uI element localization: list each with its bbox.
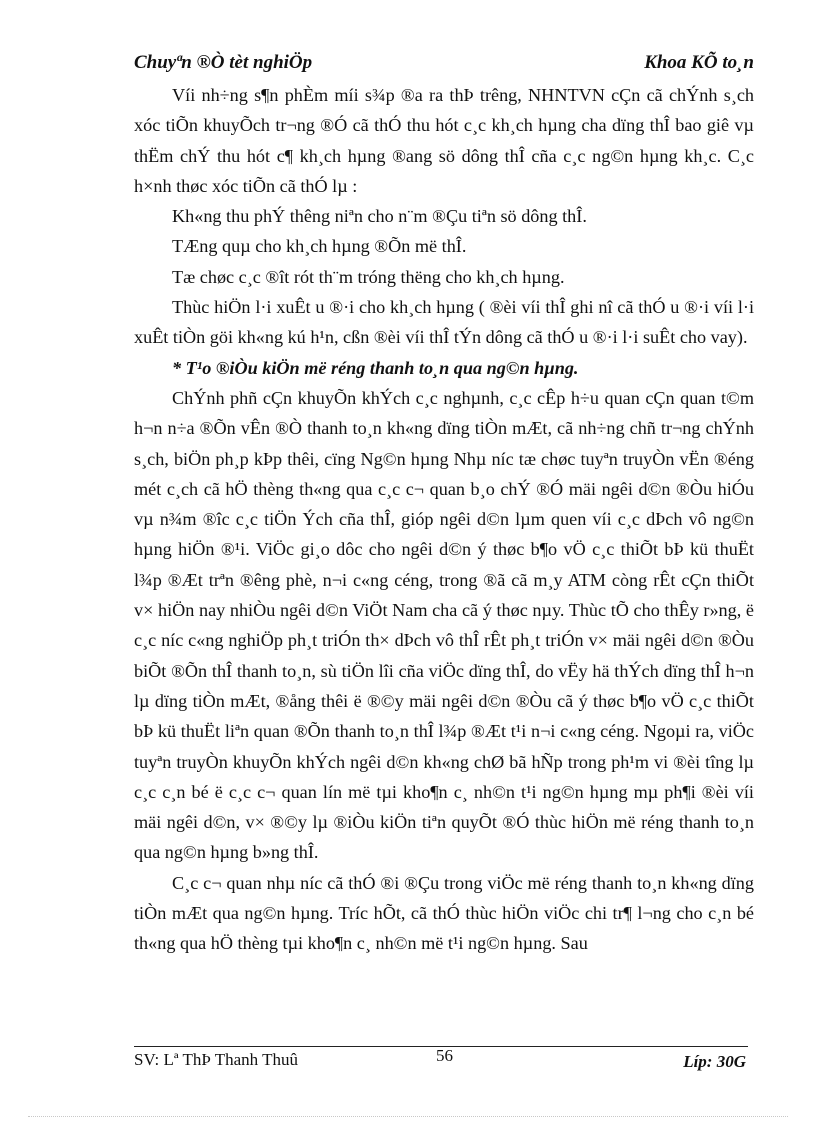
paragraph-agencies: C¸c c¬ quan nhµ níc cã thÓ ®i ®Çu trong viÖc më réng thanh to¸n kh«ng dïng tiÒn mÆt qua ng©n hµng. Tríc hÕt, cã thÓ thùc hiÖn viÖc chi tr¶ l¬ng cho c¸n bé th«ng qua hÖ thèng tµi kho¶n c¸ nh©n më t¹i ng©n hµng. Sau bbox=[134, 872, 754, 954]
page-header bbox=[134, 52, 754, 80]
footer-author: SV: Lª ThÞ Thanh Thuû bbox=[134, 1050, 298, 1069]
footer-class: Líp: 30G bbox=[683, 1052, 746, 1071]
page-edge-dots bbox=[28, 1116, 788, 1117]
page-body bbox=[134, 80, 754, 959]
list-item-annual-fee: Kh«ng thu phÝ thêng niªn cho n¨m ®Çu tiªn sö dông thÎ. bbox=[172, 206, 587, 227]
list-item-interest: Thùc hiÖn l·i xuÊt u ®·i cho kh¸ch hµng ( ®èi víi thÎ ghi nî cã thÓ u ®·i víi l·i xuÊt tiÒn göi kh«ng kú h¹n, cßn ®èi víi thÎ tÝn dông cã thÓ u ®·i l·i suÊt cho vay). bbox=[134, 297, 754, 348]
list-item-gift: TÆng quµ cho kh¸ch hµng ®Õn më thÎ. bbox=[172, 236, 467, 257]
paragraph-government: ChÝnh phñ cÇn khuyÕn khÝch c¸c nghµnh, c¸c cÊp h÷u quan cÇn quan t©m h¬n n÷a ®Õn vÊn ®Ò thanh to¸n kh«ng dïng tiÒn mÆt, cã nh÷ng chñ tr¬ng chÝnh s¸ch, biÖn ph¸p kÞp thêi, cïng Ng©n hµng Nhµ níc tæ chøc tuyªn truyÒn vËn ®éng mét c¸ch cã hÖ thèng th«ng qua c¸c c¬ quan b¸o chÝ ®Ó mäi ngêi d©n ®Òu hiÓu vµ n¾m ®îc c¸c tiÖn Ých cña thÎ, gióp ngêi d©n lµm quen víi c¸c dÞch vô ng©n hµng hiÖn ®¹i. ViÖc gi¸o dôc cho ngêi d©n ý thøc b¶o vÖ c¸c thiÕt bÞ kü thuËt l¾p ®Æt trªn ®êng phè, n¬i c«ng céng, trong ®ã cã m¸y ATM còng rÊt cÇn thiÕt v× hiÖn nay nhiÒu ngêi d©n ViÖt Nam cha cã ý thøc nµy. Thùc tÕ cho thÊy r»ng, ë c¸c níc c«ng nghiÖp ph¸t triÓn th× dÞch vô thÎ rÊt ph¸t triÓn v× mäi ngêi d©n ®Òu biÕt ®Õn thÎ thanh to¸n, sù tiÖn lîi cña viÖc dïng thÎ, do vËy hä thÝch dïng thÎ h¬n lµ dïng tiÒn mÆt, ®ång thêi ë ®©y mäi ngêi d©n ®Òu cã ý thøc b¶o vÖ c¸c thiÕt bÞ kü thuËt liªn quan ®Õn thanh to¸n thÎ l¾p ®Æt t¹i n¬i c«ng céng. Ngoµi ra, viÖc tuyªn truyÒn khuyÕn khÝch ngêi d©n kh«ng chØ bã hÑp trong ph¹m vi ®èi tîng lµ c¸c c¸n bé ë c¸c c¬ quan lín më tµi kho¶n c¸ nh©n t¹i ng©n hµng mµ ph¶i ®èi víi mäi ngêi d©n, v× ®©y lµ ®iÒu kiÖn tiªn quyÕt ®Ó thùc hiÖn më réng thanh to¸n qua ng©n hµng b»ng thÎ. bbox=[134, 387, 754, 863]
list-item-lottery: Tæ chøc c¸c ®ît rót th¨m tróng thëng cho kh¸ch hµng. bbox=[172, 266, 565, 287]
header-faculty: Khoa KÕ to¸n bbox=[644, 52, 754, 73]
section-heading: * T¹o ®iÒu kiÖn më réng thanh to¸n qua ng©n hµng. bbox=[172, 357, 579, 378]
paragraph-intro: Víi nh÷ng s¶n phÈm míi s¾p ®a ra thÞ trêng, NHNTVN cÇn cã chÝnh s¸ch xóc tiÕn khuyÕch tr¬ng ®Ó cã thÓ thu hót c¸c kh¸ch hµng cha dïng thÎ bao giê vµ thËm chÝ thu hót c¶ kh¸ch hµng ®ang sö dông thÎ cña c¸c ng©n hµng kh¸c. C¸c h×nh thøc xóc tiÕn cã thÓ lµ : bbox=[134, 85, 754, 196]
page-number: 56 bbox=[436, 1046, 453, 1065]
header-thesis-title: Chuyªn ®Ò tèt nghiÖp bbox=[134, 52, 313, 73]
